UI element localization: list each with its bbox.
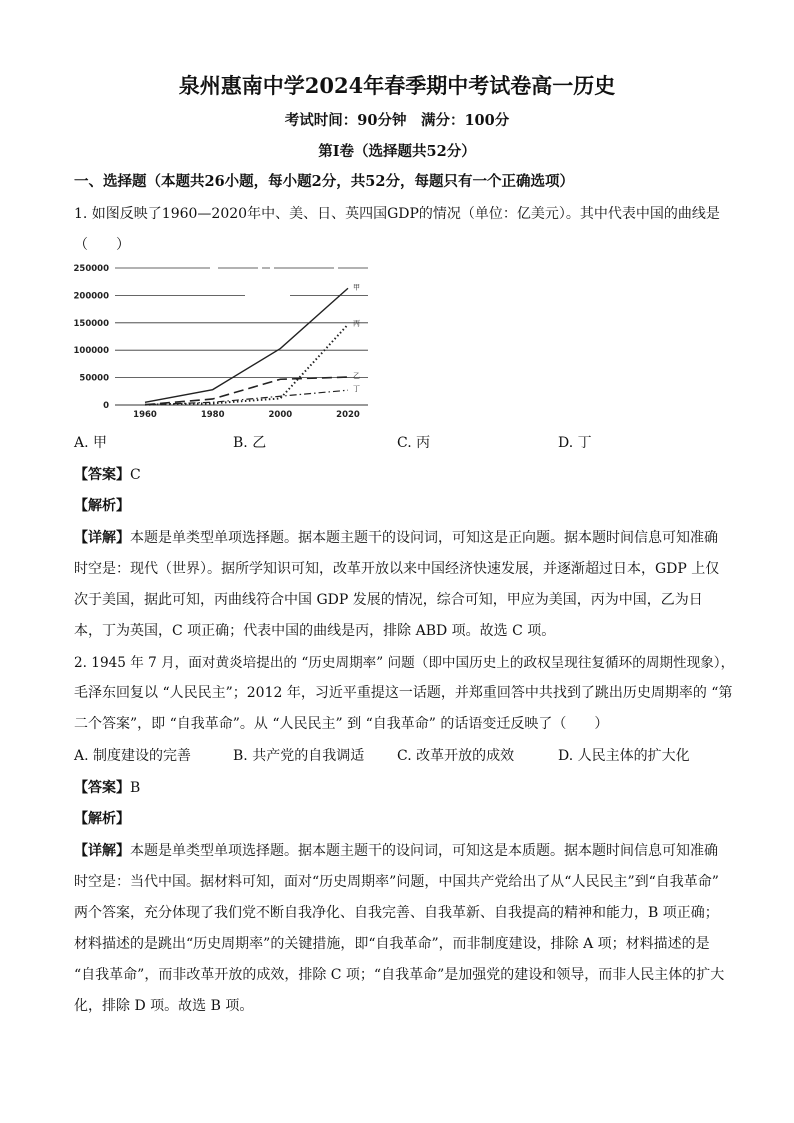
q1-stem-line2: （ ）	[74, 237, 130, 253]
q1-answer-label: 【答案】	[74, 467, 130, 483]
y-tick-0: 0	[103, 401, 109, 411]
q2-stem-line3: 二个答案”，即 “自我革命”。从 “人民民主” 到 “自我革命” 的话语变迁反映了（ ）	[74, 716, 609, 732]
q1-detail-line4: 本，丁为英国，C 项正确；代表中国的曲线是丙，排除 ABD 项。故选 C 项。	[74, 623, 556, 639]
q2-detail-line6: 化，排除 D 项。故选 B 项。	[74, 998, 254, 1014]
q1-detail-line2: 时空是：现代（世界）。据所学知识可知，改革开放以来中国经济快速发展，并逐渐超过日本，GDP 上仅	[74, 561, 720, 577]
q2-option-c: C. 改革开放的成效	[397, 748, 515, 764]
q1-answer	[74, 464, 141, 484]
q2-detail-line1: 【详解】本题是单类型单项选择题。据本题主题干的设问词，可知这是本质题。据本题时间信息可知准确	[74, 843, 718, 859]
q1-option-c: C. 丙	[397, 435, 431, 451]
q2-analysis-label	[74, 808, 130, 828]
y-tick-250000: 250000	[73, 264, 109, 274]
x-tick-1980: 1980	[200, 410, 225, 420]
q1-option-b: B. 乙	[233, 435, 267, 451]
series-line-甲	[145, 288, 348, 402]
q2-stem-line1: 2. 1945 年 7 月，面对黄炎培提出的 “历史周期率” 问题（即中国历史上的政权呈现往复循环的周期性现象），	[74, 655, 735, 671]
q2-detail-label: 【详解】	[74, 843, 130, 859]
q2-option-a: A. 制度建设的完善	[74, 748, 192, 764]
series-label-乙: 乙	[353, 372, 360, 381]
q1-detail-line3: 次于美国，据此可知，丙曲线符合中国 GDP 发展的情况，综合可知，甲应为美国，丙为中国，乙为日	[74, 592, 703, 608]
volume-heading: 第Ⅰ卷（选择题共52分）	[318, 143, 476, 160]
x-tick-1960: 1960	[133, 410, 157, 420]
q2-detail-line2: 时空是：当代中国。据材料可知，面对“历史周期率”问题，中国共产党给出了从“人民民主”到“自我革命”	[74, 874, 719, 890]
q2-detail-line5: “自我革命”，而非改革开放的成效，排除 C 项；“自我革命”是加强党的建设和领导，而非人民主体的扩大	[74, 967, 725, 983]
chart-grid	[115, 268, 368, 405]
q2-stem-line2: 毛泽东回复以 “人民民主”；2012 年，习近平重提这一话题，并郑重回答中共找到了跳出历史周期率的 “第	[74, 685, 733, 701]
series-label-丁: 丁	[353, 385, 360, 394]
q1-detail-label: 【详解】	[74, 530, 130, 546]
q2-answer-label: 【答案】	[74, 780, 130, 796]
series-line-乙	[145, 377, 348, 405]
q1-stem-line1: 1. 如图反映了1960—2020年中、美、日、英四国GDP的情况（单位：亿美元）。其中代表中国的曲线是	[74, 206, 720, 222]
series-line-丙	[145, 324, 348, 404]
chart-x-axis-ticks	[133, 410, 360, 420]
section-heading: 一、选择题（本题共26小题，每小题2分，共52分，每题只有一个正确选项）	[74, 173, 574, 190]
q2-detail-line4: 材料描述的是跳出“历史周期率”的关键措施，即“自我革命”，而非制度建设，排除 A 项；材料描述的是	[74, 936, 710, 952]
series-label-甲: 甲	[353, 283, 360, 292]
series-label-丙: 丙	[353, 319, 360, 328]
q2-answer	[74, 777, 140, 797]
q2-option-d: D. 人民主体的扩大化	[558, 748, 690, 764]
q2-detail-line3: 两个答案，充分体现了我们党不断自我净化、自我完善、自我革新、自我提高的精神和能力，B 项正确；	[74, 905, 719, 921]
q2-analysis-text: 【解析】	[74, 811, 130, 827]
q1-analysis-text: 【解析】	[74, 498, 130, 514]
chart-series	[145, 288, 348, 404]
y-tick-100000: 100000	[73, 346, 109, 357]
y-tick-150000: 150000	[73, 318, 109, 329]
exam-info: 考试时间：90分钟 满分：100分	[284, 112, 510, 129]
q1-option-d: D. 丁	[558, 435, 592, 451]
q1-detail-line1: 【详解】本题是单类型单项选择题。据本题主题干的设问词，可知这是正向题。据本题时间信息可知准确	[74, 530, 718, 546]
y-tick-50000: 50000	[79, 373, 109, 384]
chart-y-axis-ticks	[74, 264, 110, 411]
q2-answer-value: B	[130, 780, 141, 796]
q1-analysis-label	[74, 495, 130, 515]
chart-series-labels	[353, 283, 360, 393]
page-title: 泉州惠南中学2024年春季期中考试卷高一历史	[178, 73, 616, 98]
x-tick-2000: 2000	[268, 410, 293, 420]
x-tick-2020: 2020	[336, 410, 360, 420]
q1-option-a: A. 甲	[74, 435, 108, 451]
gdp-line-chart	[70, 254, 380, 424]
q1-answer-value: C	[130, 467, 141, 483]
y-tick-200000: 200000	[73, 291, 109, 302]
q2-option-b: B. 共产党的自我调适	[233, 748, 365, 764]
